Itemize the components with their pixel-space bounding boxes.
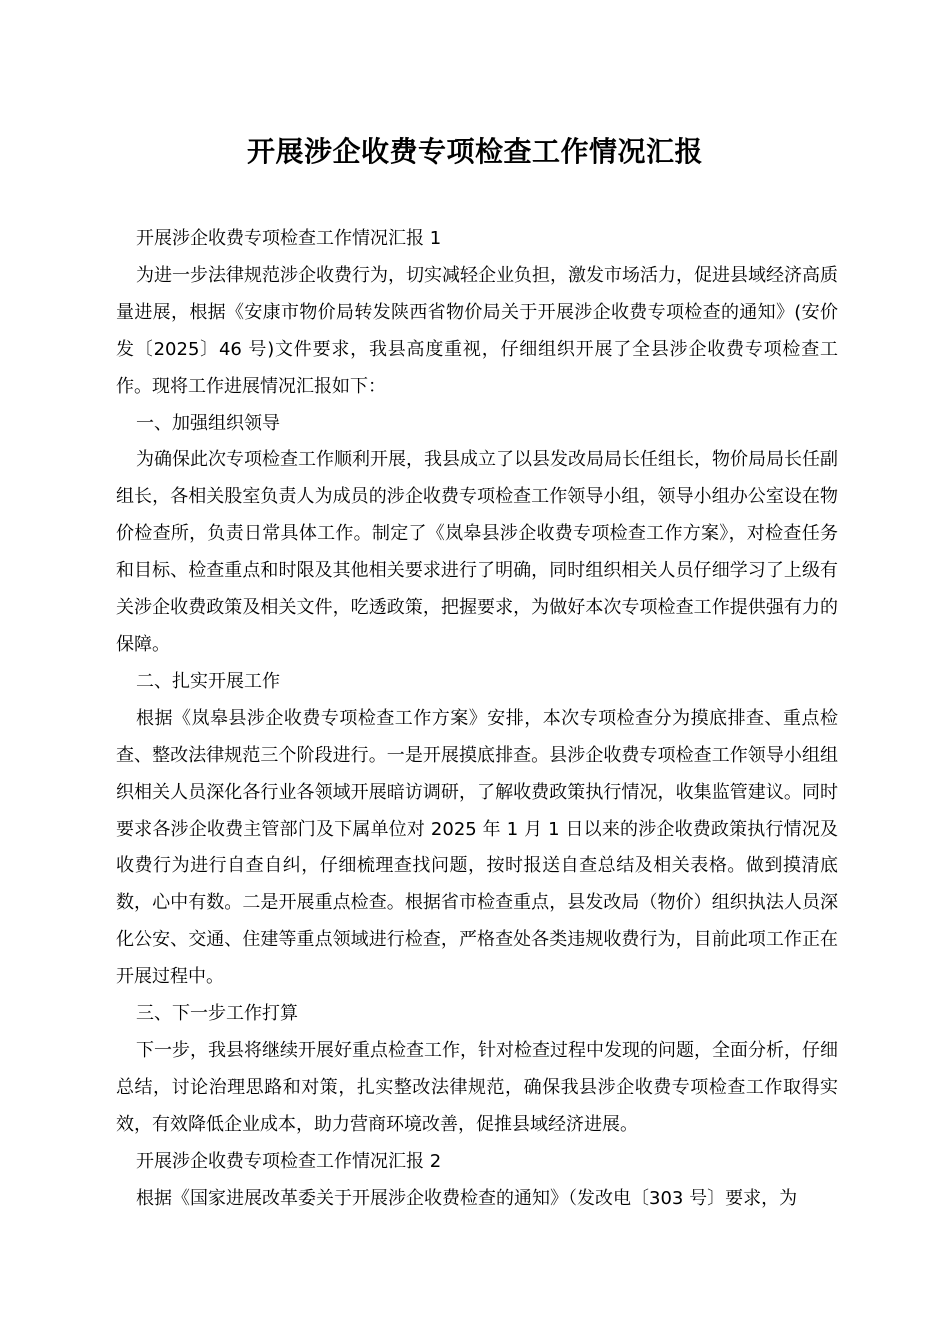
body-paragraph: 为进一步法律规范涉企收费行为，切实减轻企业负担，激发市场活力，促进县域经济高质量进展，根据《安康市物价局转发陕西省物价局关于开展涉企收费专项检查的通知》(安价发〔2025〕46 号)文件要求，我县高度重视，仔细组织开展了全县涉企收费专项检查工作。现将工作进展情况汇报如下：	[116, 264, 838, 397]
body-paragraph: 下一步，我县将继续开展好重点检查工作，针对检查过程中发现的问题，全面分析，仔细总结，讨论治理思路和对策，扎实整改法律规范，确保我县涉企收费专项检查工作取得实效，有效降低企业成本，助力营商环境改善，促推县域经济进展。	[116, 1039, 838, 1135]
body-paragraph: 根据《岚皋县涉企收费专项检查工作方案》安排，本次专项检查分为摸底排查、重点检查、整改法律规范三个阶段进行。一是开展摸底排查。县涉企收费专项检查工作领导小组组织相关人员深化各行业各领域开展暗访调研，了解收费政策执行情况，收集监管建议。同时要求各涉企收费主管部门及下属单位对 2025 年 1 月 1 日以来的涉企收费政策执行情况及收费行为进行自查自纠，仔细梳理查找问题，按时报送自查总结及相关表格。做到摸清底数，心中有数。二是开展重点检查。根据省市检查重点，县发改局（物价）组织执法人员深化公安、交通、住建等重点领域进行检查，严格查处各类违规收费行为，目前此项工作正在开展过程中。	[116, 707, 838, 988]
section-heading: 三、下一步工作打算	[136, 1003, 298, 1025]
document-title: 开展涉企收费专项检查工作情况汇报	[246, 135, 703, 168]
section-heading: 二、扎实开展工作	[136, 670, 280, 692]
section-heading: 开展涉企收费专项检查工作情况汇报 2	[136, 1150, 442, 1172]
section-heading: 开展涉企收费专项检查工作情况汇报 1	[136, 228, 442, 249]
body-paragraph: 根据《国家进展改革委关于开展涉企收费检查的通知》（发改电〔303 号〕要求，为	[136, 1187, 798, 1209]
document-body	[116, 221, 838, 1217]
section-heading: 一、加强组织领导	[136, 412, 280, 434]
body-paragraph: 为确保此次专项检查工作顺利开展，我县成立了以县发改局局长任组长，物价局局长任副组长，各相关股室负责人为成员的涉企收费专项检查工作领导小组，领导小组办公室设在物价检查所，负责日常具体工作。制定了《岚皋县涉企收费专项检查工作方案》，对检查任务和目标、检查重点和时限及其他相关要求进行了明确，同时组织相关人员仔细学习了上级有关涉企收费政策及相关文件，吃透政策，把握要求，为做好本次专项检查工作提供强有力的保障。	[116, 449, 838, 655]
